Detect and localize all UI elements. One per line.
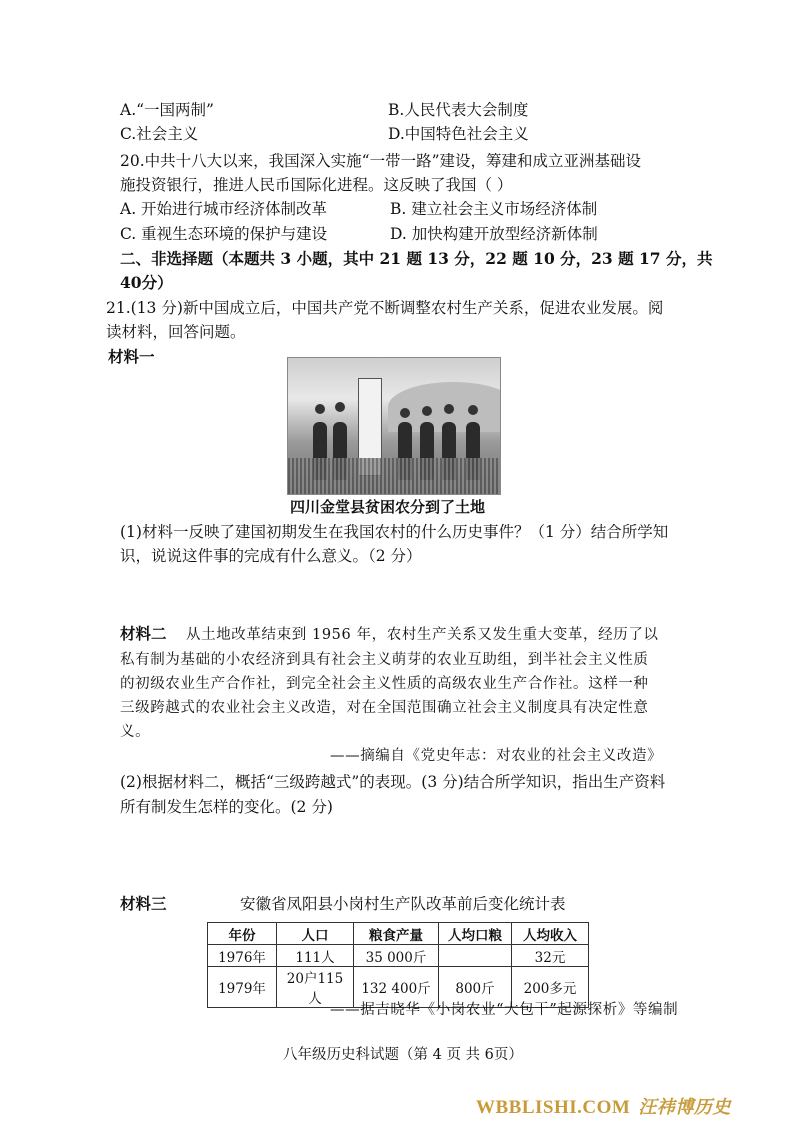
table-row xyxy=(208,945,589,967)
material3-source: ——据吉晓华《小岗农业“大包干”起源探析》等编制 xyxy=(330,1002,679,1018)
table-cell: 200多元 xyxy=(512,967,589,1008)
q19-option-d: D.中国特色社会主义 xyxy=(388,125,529,143)
section2-heading-line1: 二、非选择题（本题共 3 小题，其中 21 题 13 分，22 题 10 分，23 题 17 分，共 xyxy=(120,249,713,268)
table-cell: 111人 xyxy=(277,945,354,967)
q21-intro-line2: 读材料，回答问题。 xyxy=(106,323,246,341)
sub2-line2: 所有制发生怎样的变化。(2 分) xyxy=(120,798,333,816)
q20-option-b: B. 建立社会主义市场经济体制 xyxy=(390,200,598,218)
table-header-cell: 人口 xyxy=(277,923,354,945)
watermark xyxy=(476,1093,731,1119)
q20-stem-line1: 20.中共十八大以来，我国深入实施“一带一路”建设，筹建和成立亚洲基础设 xyxy=(120,152,642,170)
table-cell: 1979年 xyxy=(208,967,277,1008)
material2-line1: 从土地改革结束到 1956 年，农村生产关系又发生重大变革，经历了以 xyxy=(186,627,659,643)
material2-line5: 义。 xyxy=(120,724,151,740)
material2-label: 材料二 xyxy=(120,624,167,643)
q20-option-a: A. 开始进行城市经济体制改革 xyxy=(120,200,328,218)
table-cell: 20户115人 xyxy=(277,967,354,1008)
photo-figure-head xyxy=(315,404,325,414)
q19-option-a: A.“一国两制” xyxy=(120,101,214,119)
watermark-site: WBBLISHI.COM xyxy=(476,1097,631,1118)
photo-figure-head xyxy=(444,404,454,414)
material3-title: 安徽省凤阳县小岗村生产队改革前后变化统计表 xyxy=(240,895,566,913)
page-footer: 八年级历史科试题（第 4 页 共 6页） xyxy=(283,1047,523,1063)
stats-table xyxy=(207,922,589,1008)
q21-intro-line1: 21.(13 分)新中国成立后，中国共产党不断调整农村生产关系，促进农业发展。阅 xyxy=(106,299,664,317)
table-header-cell: 粮食产量 xyxy=(354,923,439,945)
table-cell: 32元 xyxy=(512,945,589,967)
table-header-cell: 人均口粮 xyxy=(439,923,512,945)
q20-stem-line2: 施投资银行，推进人民币国际化进程。这反映了我国（ ） xyxy=(120,176,513,194)
sub2-line1: (2)根据材料二，概括“三级跨越式”的表现。(3 分)结合所学知识，指出生产资料 xyxy=(120,773,666,791)
material1-label: 材料一 xyxy=(108,347,155,366)
material2-source: ——摘编自《党史年志：对农业的社会主义改造》 xyxy=(330,748,663,764)
photo-figure-head xyxy=(468,405,478,415)
sub1-line1: (1)材料一反映了建国初期发生在我国农村的什么历史事件？（1 分）结合所学知 xyxy=(120,523,669,541)
material3-label: 材料三 xyxy=(120,894,167,913)
material2-line4: 三级跨越式的农业社会主义改造，对在全国范围确立社会主义制度具有决定性意 xyxy=(120,700,649,716)
table-header-cell: 年份 xyxy=(208,923,277,945)
photo-field xyxy=(288,458,500,494)
photo-figure-head xyxy=(335,402,345,412)
table-cell: 35 000斤 xyxy=(354,945,439,967)
watermark-signature: 汪祎博历史 xyxy=(638,1097,731,1118)
q20-option-d: D. 加快构建开放型经济新体制 xyxy=(390,225,598,243)
table-cell: 1976年 xyxy=(208,945,277,967)
table-cell xyxy=(439,945,512,967)
table-header-row xyxy=(208,923,589,945)
sub1-line2: 识，说说这件事的完成有什么意义。（2 分） xyxy=(120,547,422,565)
q19-option-c: C.社会主义 xyxy=(120,125,199,143)
q20-option-c: C. 重视生态环境的保护与建设 xyxy=(120,225,328,243)
material1-photo xyxy=(287,357,501,495)
table-cell: 800斤 xyxy=(439,967,512,1008)
table-cell: 132 400斤 xyxy=(354,967,439,1008)
section2-heading-line2: 40分） xyxy=(120,273,173,292)
table-header-cell: 人均收入 xyxy=(512,923,589,945)
photo-figure-head xyxy=(400,408,410,418)
material1-caption: 四川金堂县贫困农分到了土地 xyxy=(290,498,486,516)
photo-figure-head xyxy=(422,406,432,416)
q19-option-b: B.人民代表大会制度 xyxy=(388,101,529,119)
material2-line2: 私有制为基础的小农经济到具有社会主义萌芽的农业互助组，到半社会主义性质 xyxy=(120,652,649,668)
material2-line3: 的初级农业生产合作社，到完全社会主义性质的高级农业生产合作社。这样一种 xyxy=(120,676,649,692)
